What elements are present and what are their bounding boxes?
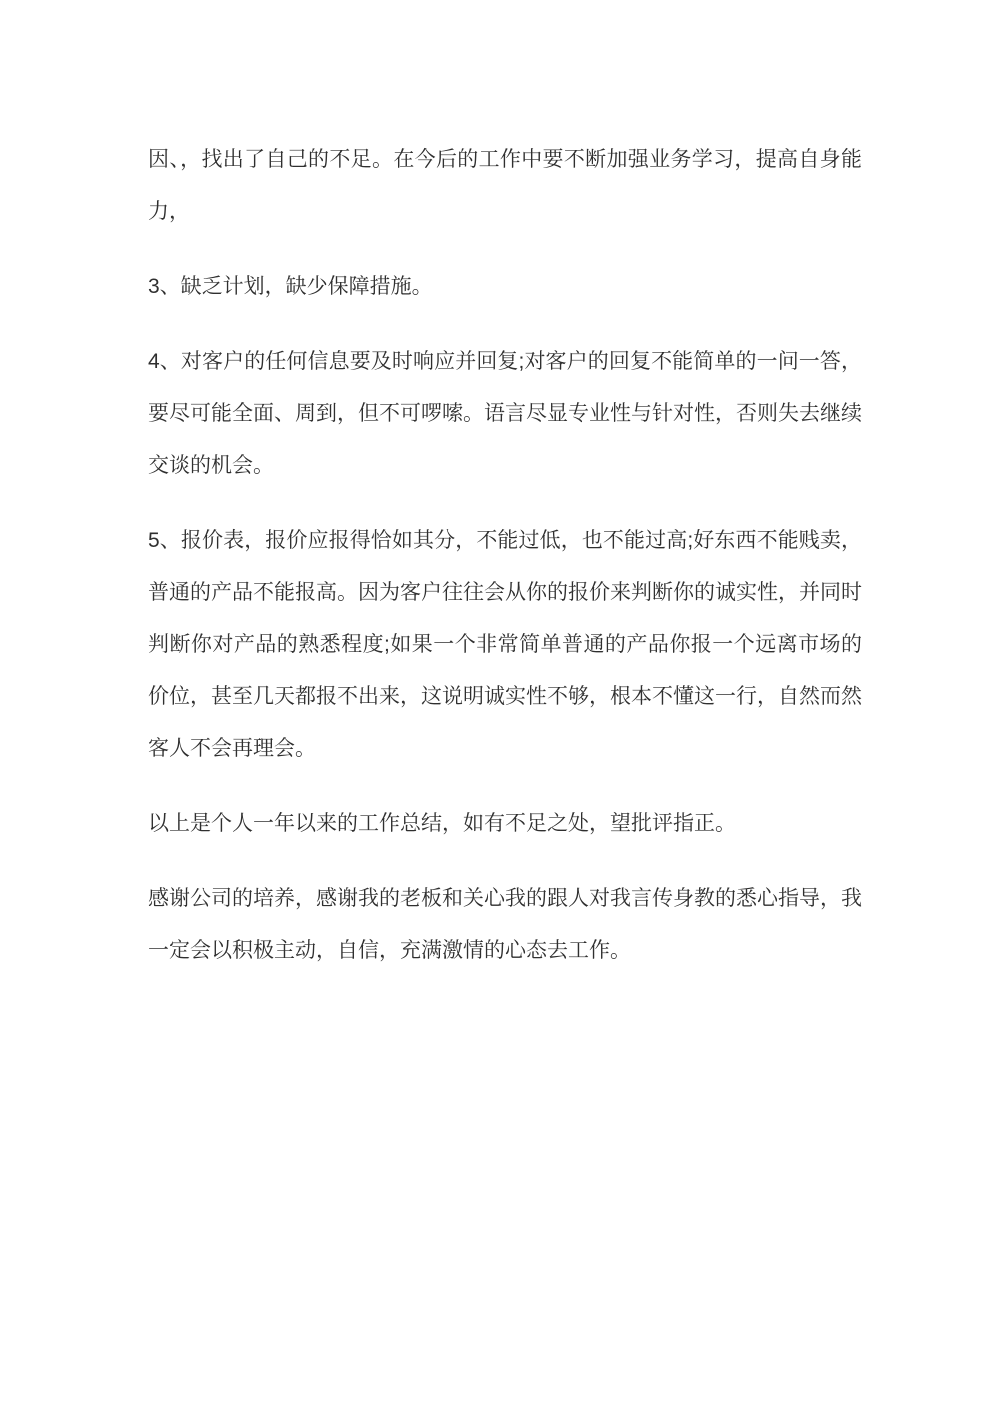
paragraph-item-3: 3、缺乏计划，缺少保障措施。 [148, 275, 433, 298]
paragraph-item-4: 4、对客户的任何信息要及时响应并回复;对客户的回复不能简单的一问一答，要尽可能全面、周到，但不可啰嗦。语言尽显专业性与针对性，否则失去继续交谈的机会。 [148, 350, 862, 477]
paragraph-closing-summary: 以上是个人一年以来的工作总结，如有不足之处，望批评指正。 [148, 812, 736, 835]
paragraph-continuation: 因、，找出了自己的不足。在今后的工作中要不断加强业务学习，提高自身能力， [148, 148, 862, 223]
paragraph-thanks: 感谢公司的培养，感谢我的老板和关心我的跟人对我言传身教的悉心指导，我一定会以积极主动，自信，充满激情的心态去工作。 [148, 887, 862, 962]
paragraph-item-5: 5、报价表，报价应报得恰如其分，不能过低，也不能过高;好东西不能贱卖，普通的产品不能报高。因为客户往往会从你的报价来判断你的诚实性，并同时判断你对产品的熟悉程度;如果一个非常简单普通的产品你报一个远离市场的价位，甚至几天都报不出来，这说明诚实性不够，根本不懂这一行，自然而然客人不会再理会。 [148, 529, 862, 760]
